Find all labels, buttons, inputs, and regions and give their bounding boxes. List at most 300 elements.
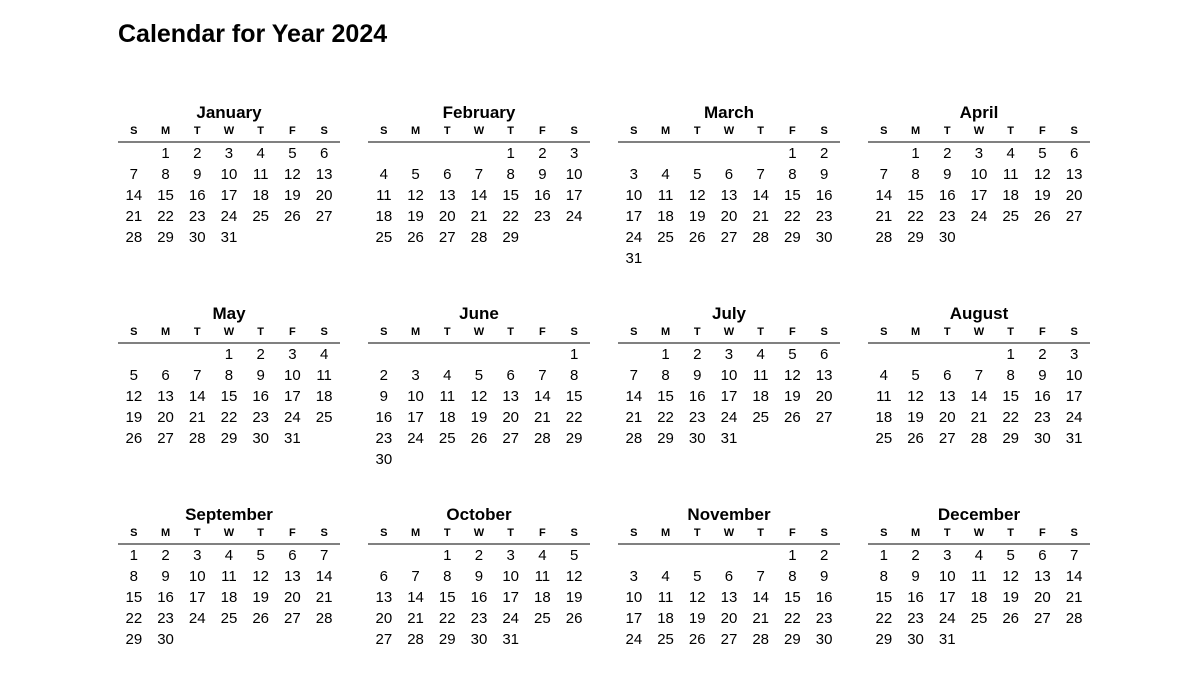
month-table — [868, 526, 1090, 650]
weekday-header: M — [400, 124, 432, 142]
date-cell: 15 — [502, 187, 519, 204]
weekday-header: T — [995, 124, 1027, 142]
date-cell: 6 — [288, 547, 297, 564]
date-cell-empty — [368, 142, 400, 164]
date-cell-empty — [745, 428, 777, 449]
date-cell: 25 — [438, 430, 456, 447]
date-cell: 16 — [375, 409, 393, 426]
date-cell-empty — [808, 248, 840, 269]
date-cell: 23 — [688, 409, 706, 426]
date-cell: 21 — [625, 409, 643, 426]
date-cell: 27 — [815, 409, 833, 426]
date-cell: 29 — [565, 430, 583, 447]
weekday-header: M — [150, 325, 182, 343]
date-cell: 5 — [288, 145, 297, 162]
weekday-header-row — [368, 325, 590, 343]
date-cell: 22 — [438, 610, 456, 627]
date-cell: 10 — [565, 166, 583, 183]
week-row — [618, 227, 840, 248]
date-cell: 20 — [1034, 589, 1051, 606]
date-cell-empty — [900, 343, 932, 365]
week-row — [618, 248, 840, 269]
date-cell: 19 — [688, 208, 706, 225]
date-cell: 9 — [819, 166, 829, 183]
date-cell: 26 — [470, 430, 488, 447]
date-cell-empty — [681, 142, 713, 164]
date-cell-empty — [558, 449, 590, 470]
date-cell: 4 — [661, 568, 670, 585]
date-cell: 25 — [252, 208, 269, 225]
date-cell: 21 — [534, 409, 551, 426]
week-row — [118, 185, 340, 206]
month-name: August — [949, 304, 1009, 323]
weekday-header: F — [1027, 526, 1059, 544]
week-row — [118, 386, 340, 407]
date-cell-empty — [118, 343, 150, 365]
month-table — [618, 124, 840, 269]
date-cell: 23 — [188, 208, 206, 225]
date-cell: 2 — [474, 547, 484, 564]
date-cell: 14 — [875, 187, 893, 204]
weekday-header: S — [118, 325, 150, 343]
date-cell: 20 — [157, 409, 174, 426]
date-cell: 10 — [188, 568, 206, 585]
week-row — [118, 227, 340, 248]
date-cell: 19 — [470, 409, 488, 426]
date-cell: 13 — [1065, 166, 1083, 183]
weekday-header: W — [213, 325, 245, 343]
date-cell: 23 — [252, 409, 269, 426]
date-cell: 22 — [220, 409, 238, 426]
date-cell: 7 — [1069, 547, 1079, 564]
weekday-header: S — [308, 526, 340, 544]
date-cell: 29 — [502, 229, 519, 246]
weekday-header: M — [400, 325, 432, 343]
week-row — [618, 386, 840, 407]
date-cell: 26 — [1034, 208, 1051, 225]
week-row — [868, 587, 1090, 608]
date-cell-empty — [368, 343, 400, 365]
date-cell: 24 — [625, 229, 643, 246]
month-block — [868, 303, 1090, 449]
date-cell: 2 — [819, 547, 829, 564]
week-row — [118, 608, 340, 629]
date-cell-empty — [558, 227, 590, 248]
date-cell: 9 — [693, 367, 702, 384]
weekday-header: T — [995, 526, 1027, 544]
date-cell: 3 — [943, 547, 952, 564]
date-cell: 26 — [907, 430, 924, 447]
week-row — [118, 629, 340, 650]
date-cell: 25 — [875, 430, 893, 447]
date-cell: 6 — [724, 166, 734, 183]
weekday-header: W — [463, 124, 495, 142]
weekday-header: F — [527, 325, 559, 343]
month-table — [118, 124, 340, 248]
weekday-header: T — [931, 526, 963, 544]
date-cell-empty — [777, 248, 809, 269]
date-cell: 20 — [815, 388, 833, 405]
date-cell: 3 — [1069, 346, 1079, 363]
week-row — [868, 407, 1090, 428]
date-cell: 22 — [784, 208, 801, 225]
date-cell: 27 — [284, 610, 301, 627]
date-cell: 8 — [661, 367, 670, 384]
weekday-header: M — [150, 526, 182, 544]
weekday-header: S — [1058, 325, 1090, 343]
week-row — [368, 407, 590, 428]
month-table — [368, 526, 590, 650]
date-cell: 6 — [443, 166, 452, 183]
date-cell: 24 — [565, 208, 583, 225]
date-cell: 13 — [502, 388, 519, 405]
date-cell: 15 — [784, 589, 801, 606]
week-row — [868, 185, 1090, 206]
month-table — [868, 124, 1090, 248]
date-cell: 13 — [375, 589, 393, 606]
date-cell-empty — [150, 343, 182, 365]
weekday-header: T — [245, 325, 277, 343]
month-block — [118, 504, 340, 650]
date-cell: 21 — [1065, 589, 1083, 606]
date-cell: 28 — [970, 430, 988, 447]
weekday-header: T — [495, 124, 527, 142]
weekday-header: T — [745, 526, 777, 544]
date-cell: 5 — [911, 367, 920, 384]
date-cell: 25 — [657, 229, 674, 246]
weekday-header: S — [868, 124, 900, 142]
date-cell: 13 — [720, 187, 738, 204]
date-cell: 11 — [971, 568, 987, 585]
weekday-header: S — [308, 124, 340, 142]
date-cell: 30 — [938, 229, 956, 246]
date-cell: 30 — [375, 451, 393, 468]
date-cell: 13 — [815, 367, 833, 384]
month-block — [868, 504, 1090, 650]
date-cell: 4 — [538, 547, 547, 564]
date-cell: 25 — [1002, 208, 1019, 225]
date-cell-empty — [931, 343, 963, 365]
date-cell: 9 — [943, 166, 952, 183]
date-cell: 14 — [188, 388, 206, 405]
date-cell: 24 — [970, 208, 988, 225]
date-cell: 11 — [316, 367, 332, 384]
weekday-header: S — [1058, 124, 1090, 142]
date-cell: 6 — [1069, 145, 1079, 162]
date-cell: 21 — [315, 589, 333, 606]
date-cell: 22 — [565, 409, 583, 426]
month-name: February — [442, 103, 516, 122]
date-cell: 16 — [534, 187, 551, 204]
month-name: May — [212, 304, 246, 323]
date-cell: 1 — [661, 346, 670, 363]
date-cell: 7 — [974, 367, 984, 384]
date-cell: 19 — [688, 610, 706, 627]
weekday-header-row — [368, 124, 590, 142]
weekday-header: S — [118, 124, 150, 142]
date-cell: 12 — [1034, 166, 1051, 183]
date-cell: 26 — [688, 229, 706, 246]
month-name: January — [196, 103, 262, 122]
date-cell: 11 — [876, 388, 892, 405]
date-cell: 6 — [1038, 547, 1047, 564]
date-cell: 14 — [1065, 568, 1083, 585]
date-cell-empty — [618, 343, 650, 365]
week-row — [868, 544, 1090, 566]
date-cell: 7 — [879, 166, 889, 183]
date-cell: 12 — [688, 589, 706, 606]
date-cell: 6 — [319, 145, 329, 162]
week-row — [118, 428, 340, 449]
date-cell: 21 — [125, 208, 143, 225]
date-cell-empty — [995, 629, 1027, 650]
date-cell: 17 — [1065, 388, 1083, 405]
date-cell: 14 — [752, 187, 769, 204]
date-cell-empty — [558, 629, 590, 650]
date-cell: 13 — [938, 388, 956, 405]
date-cell: 26 — [284, 208, 301, 225]
month-block — [118, 303, 340, 449]
week-row — [368, 587, 590, 608]
weekday-header: S — [808, 325, 840, 343]
date-cell: 2 — [379, 367, 389, 384]
date-cell: 8 — [161, 166, 170, 183]
date-cell: 27 — [157, 430, 174, 447]
date-cell: 11 — [752, 367, 769, 384]
date-cell: 4 — [1006, 145, 1015, 162]
date-cell: 7 — [756, 568, 765, 585]
weekday-header: M — [650, 325, 682, 343]
weekday-header: T — [431, 124, 463, 142]
date-cell: 20 — [720, 610, 738, 627]
weekday-header: S — [118, 526, 150, 544]
date-cell: 20 — [315, 187, 333, 204]
date-cell-empty — [368, 544, 400, 566]
month-block — [368, 303, 590, 470]
weekday-header: T — [681, 526, 713, 544]
date-cell: 4 — [224, 547, 234, 564]
date-cell: 7 — [538, 367, 547, 384]
date-cell: 27 — [938, 430, 956, 447]
date-cell: 14 — [625, 388, 643, 405]
date-cell: 3 — [629, 166, 639, 183]
date-cell: 29 — [220, 430, 238, 447]
date-cell: 25 — [315, 409, 333, 426]
date-cell-empty — [868, 343, 900, 365]
date-cell-empty — [527, 343, 559, 365]
date-cell: 25 — [534, 610, 551, 627]
date-cell: 26 — [1002, 610, 1019, 627]
date-cell: 21 — [470, 208, 488, 225]
week-row — [618, 629, 840, 650]
weekday-header: M — [900, 124, 932, 142]
date-cell: 26 — [784, 409, 801, 426]
date-cell: 23 — [375, 430, 393, 447]
date-cell: 18 — [657, 610, 674, 627]
date-cell: 19 — [284, 187, 301, 204]
date-cell: 3 — [224, 145, 234, 162]
date-cell: 18 — [657, 208, 674, 225]
month-block — [618, 102, 840, 269]
date-cell: 21 — [752, 610, 769, 627]
date-cell: 20 — [375, 610, 393, 627]
week-row — [368, 227, 590, 248]
date-cell: 18 — [752, 388, 769, 405]
week-row — [118, 544, 340, 566]
date-cell: 14 — [470, 187, 488, 204]
week-row — [868, 566, 1090, 587]
date-cell: 16 — [938, 187, 956, 204]
weekday-header: W — [713, 325, 745, 343]
date-cell: 8 — [788, 568, 797, 585]
date-cell: 10 — [625, 187, 643, 204]
weekday-header: S — [558, 124, 590, 142]
date-cell: 14 — [125, 187, 143, 204]
month-table — [368, 325, 590, 470]
date-cell: 1 — [879, 547, 889, 564]
date-cell: 4 — [661, 166, 670, 183]
date-cell-empty — [400, 544, 432, 566]
date-cell: 14 — [407, 589, 424, 606]
date-cell: 8 — [129, 568, 139, 585]
weekday-header: T — [431, 526, 463, 544]
weekday-header: M — [900, 325, 932, 343]
date-cell: 22 — [907, 208, 924, 225]
weekday-header: T — [495, 526, 527, 544]
date-cell: 9 — [911, 568, 920, 585]
date-cell: 5 — [788, 346, 797, 363]
date-cell: 28 — [125, 229, 143, 246]
date-cell: 19 — [907, 409, 924, 426]
date-cell: 29 — [1002, 430, 1019, 447]
date-cell: 24 — [502, 610, 519, 627]
weekday-header: W — [463, 526, 495, 544]
date-cell: 4 — [974, 547, 984, 564]
date-cell: 12 — [565, 568, 583, 585]
weekday-header: F — [777, 124, 809, 142]
date-cell: 18 — [438, 409, 456, 426]
date-cell: 13 — [157, 388, 174, 405]
date-cell: 21 — [875, 208, 893, 225]
date-cell-empty — [681, 544, 713, 566]
week-row — [868, 365, 1090, 386]
weekday-header: T — [745, 124, 777, 142]
date-cell: 2 — [911, 547, 920, 564]
date-cell: 9 — [538, 166, 547, 183]
weekday-header: T — [181, 325, 213, 343]
date-cell: 27 — [315, 208, 333, 225]
date-cell: 24 — [720, 409, 738, 426]
weekday-header-row — [618, 124, 840, 142]
date-cell: 30 — [188, 229, 206, 246]
weekday-header-row — [868, 325, 1090, 343]
date-cell: 6 — [943, 367, 952, 384]
date-cell: 24 — [407, 430, 424, 447]
date-cell: 17 — [502, 589, 519, 606]
date-cell-empty — [431, 343, 463, 365]
date-cell: 1 — [788, 145, 797, 162]
date-cell: 29 — [657, 430, 674, 447]
date-cell: 25 — [970, 610, 988, 627]
date-cell: 10 — [938, 568, 956, 585]
date-cell: 5 — [474, 367, 484, 384]
date-cell: 11 — [534, 568, 551, 585]
date-cell: 18 — [970, 589, 988, 606]
weekday-header: M — [400, 526, 432, 544]
date-cell: 17 — [220, 187, 238, 204]
date-cell: 18 — [252, 187, 269, 204]
week-row — [618, 407, 840, 428]
date-cell-empty — [713, 544, 745, 566]
month-table — [368, 124, 590, 248]
week-row — [618, 142, 840, 164]
week-row — [618, 365, 840, 386]
date-cell: 12 — [784, 367, 801, 384]
date-cell: 28 — [875, 229, 893, 246]
weekday-header: M — [650, 124, 682, 142]
date-cell: 29 — [157, 229, 174, 246]
date-cell: 29 — [907, 229, 924, 246]
weekday-header: F — [1027, 124, 1059, 142]
date-cell: 18 — [534, 589, 551, 606]
weekday-header: S — [868, 325, 900, 343]
weekday-header: W — [963, 124, 995, 142]
date-cell: 4 — [256, 145, 265, 162]
date-cell: 3 — [411, 367, 420, 384]
date-cell: 17 — [720, 388, 738, 405]
date-cell: 23 — [907, 610, 924, 627]
date-cell: 22 — [657, 409, 674, 426]
date-cell: 5 — [569, 547, 579, 564]
date-cell-empty — [808, 428, 840, 449]
date-cell: 11 — [252, 166, 269, 183]
week-row — [618, 566, 840, 587]
date-cell: 1 — [911, 145, 920, 162]
week-row — [868, 164, 1090, 185]
date-cell: 31 — [502, 631, 519, 648]
weekday-header-row — [118, 526, 340, 544]
date-cell: 29 — [438, 631, 456, 648]
date-cell: 15 — [907, 187, 924, 204]
weekday-header: F — [777, 526, 809, 544]
week-row — [618, 544, 840, 566]
month-name: June — [459, 304, 499, 323]
date-cell: 30 — [815, 229, 833, 246]
date-cell: 2 — [538, 145, 547, 162]
date-cell: 24 — [220, 208, 238, 225]
month-name: September — [185, 505, 273, 524]
date-cell-empty — [308, 629, 340, 650]
date-cell: 10 — [720, 367, 738, 384]
weekday-header: T — [181, 124, 213, 142]
date-cell: 13 — [284, 568, 301, 585]
date-cell: 3 — [629, 568, 639, 585]
weekday-header: W — [713, 526, 745, 544]
weekday-header-row — [368, 526, 590, 544]
date-cell: 11 — [439, 388, 456, 405]
date-cell: 27 — [720, 229, 738, 246]
date-cell: 16 — [815, 589, 833, 606]
date-cell: 22 — [1002, 409, 1019, 426]
date-cell: 31 — [625, 250, 643, 267]
date-cell: 16 — [188, 187, 206, 204]
date-cell: 8 — [911, 166, 920, 183]
month-block — [618, 303, 840, 449]
date-cell: 5 — [1006, 547, 1015, 564]
date-cell-empty — [1058, 227, 1090, 248]
date-cell: 3 — [193, 547, 202, 564]
date-cell: 15 — [438, 589, 456, 606]
